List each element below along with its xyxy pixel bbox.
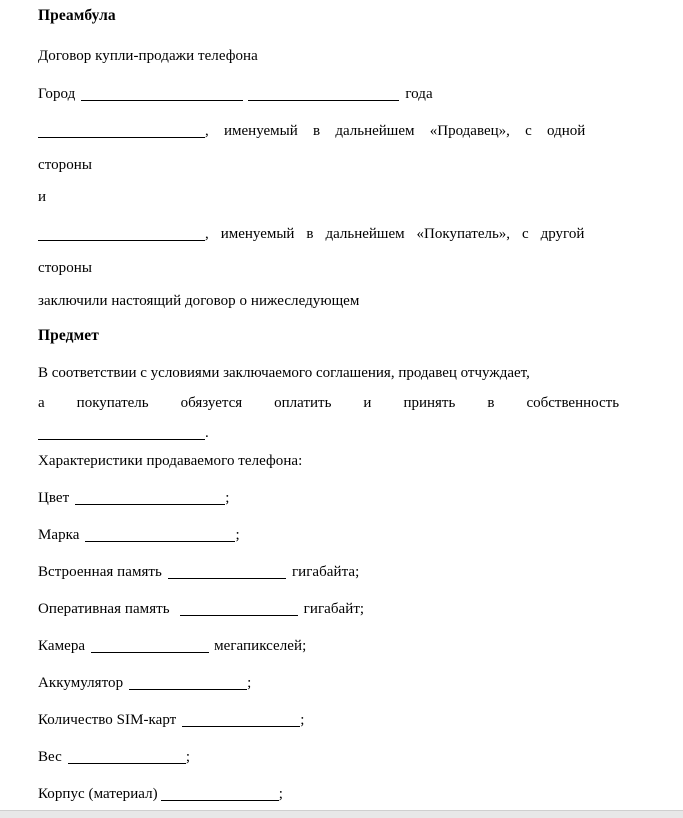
spec-row-battery <box>38 676 251 691</box>
subject-paragraph-line-3 <box>38 426 209 441</box>
spec-label-brand: Марка <box>38 527 80 543</box>
spec-row-body-material <box>38 787 283 802</box>
subject-word-0: а <box>38 395 45 411</box>
buyer-line-continuation: стороны <box>38 260 92 276</box>
subject-period: . <box>205 425 209 441</box>
spec-suffix-battery: ; <box>247 675 252 691</box>
spec-label-weight: Вес <box>38 749 62 765</box>
spec-row-weight <box>38 750 190 765</box>
spec-row-ram <box>38 602 364 617</box>
spec-suffix-color: ; <box>225 490 230 506</box>
spec-suffix-ram: гигабайт; <box>303 601 365 617</box>
spec-label-ram: Оперативная память <box>38 601 170 617</box>
spec-row-storage <box>38 565 359 580</box>
spec-label-color: Цвет <box>38 490 70 506</box>
subject-word-2: обязуется <box>180 395 243 411</box>
spec-blank-brand[interactable] <box>85 530 235 542</box>
spec-blank-battery[interactable] <box>129 678 247 690</box>
subject-word-4: и <box>363 395 372 411</box>
spec-suffix-sim: ; <box>300 712 305 728</box>
spec-row-brand <box>38 528 240 543</box>
buyer-name-blank[interactable] <box>38 229 205 241</box>
city-blank[interactable] <box>81 89 243 101</box>
spec-row-color <box>38 491 229 506</box>
spec-blank-color[interactable] <box>75 493 225 505</box>
preamble-closing: заключили настоящий договор о нижеследующем <box>38 293 360 309</box>
spec-row-camera <box>38 639 306 654</box>
city-label: Город <box>38 86 76 102</box>
seller-name-blank[interactable] <box>38 126 205 138</box>
heading-subject: Предмет <box>38 327 99 344</box>
spec-suffix-camera: мегапикселей; <box>214 638 307 654</box>
spec-blank-sim[interactable] <box>182 715 300 727</box>
subject-word-5: принять <box>403 395 456 411</box>
year-suffix: года <box>405 86 433 102</box>
heading-preamble: Преамбула <box>38 7 116 24</box>
buyer-line <box>38 227 584 242</box>
spec-blank-storage[interactable] <box>168 567 286 579</box>
seller-line <box>38 124 585 139</box>
spec-label-battery: Аккумулятор <box>38 675 124 691</box>
spec-label-body-material: Корпус (материал) <box>38 786 158 802</box>
spec-blank-ram[interactable] <box>180 604 298 616</box>
preamble-subtitle: Договор купли-продажи телефона <box>38 48 258 64</box>
subject-item-blank[interactable] <box>38 428 205 440</box>
subject-word-7: собственность <box>526 395 620 411</box>
spec-blank-body-material[interactable] <box>161 789 279 801</box>
spec-label-storage: Встроенная память <box>38 564 162 580</box>
conjunction-and: и <box>38 189 47 205</box>
subject-word-6: в <box>487 395 495 411</box>
subject-word-3: оплатить <box>274 395 332 411</box>
page-bottom-edge <box>0 810 683 818</box>
subject-word-1: покупатель <box>76 395 149 411</box>
spec-label-sim: Количество SIM-карт <box>38 712 177 728</box>
spec-row-sim <box>38 713 305 728</box>
buyer-line-text: , именуемый в дальнейшем «Покупатель», с другой <box>205 226 585 242</box>
spec-suffix-brand: ; <box>235 527 240 543</box>
spec-suffix-weight: ; <box>185 749 191 765</box>
spec-label-camera: Камера <box>38 638 86 654</box>
specs-intro: Характеристики продаваемого телефона: <box>38 453 303 469</box>
subject-paragraph-line-2 <box>38 396 619 411</box>
seller-line-continuation: стороны <box>38 157 92 173</box>
spec-suffix-storage: гигабайта; <box>291 564 360 580</box>
spec-blank-camera[interactable] <box>91 641 209 653</box>
city-date-line <box>38 87 433 102</box>
date-blank[interactable] <box>248 89 399 101</box>
seller-line-text: , именуемый в дальнейшем «Продавец», с одной <box>205 123 586 139</box>
subject-paragraph-line-1: В соответствии с условиями заключаемого соглашения, продавец отчуждает, <box>38 365 530 381</box>
spec-blank-weight[interactable] <box>68 752 186 764</box>
spec-suffix-body-material: ; <box>278 786 283 802</box>
